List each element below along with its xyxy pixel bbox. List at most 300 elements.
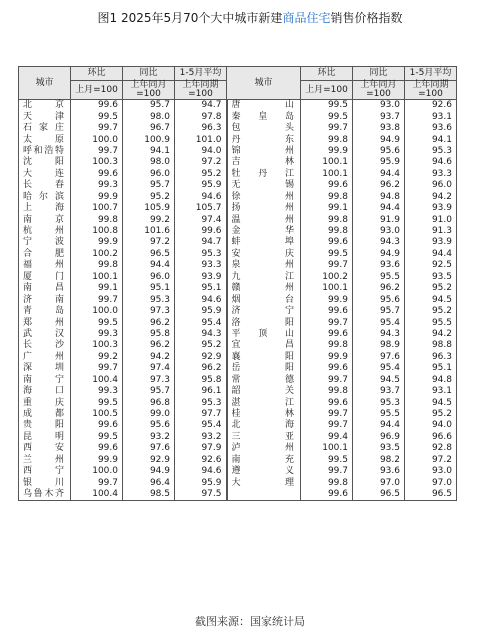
ytd-index-right: 93.1 bbox=[405, 111, 457, 122]
ytd-index-right: 94.2 bbox=[405, 329, 457, 340]
yoy-index-left: 98.5 bbox=[123, 489, 175, 501]
yoy-index-right: 94.4 bbox=[353, 420, 405, 431]
ytd-header-left: 1-5月平均 bbox=[175, 67, 227, 81]
ytd-index-left: 97.2 bbox=[175, 157, 227, 168]
table-row bbox=[19, 477, 457, 488]
yoy-index-left: 96.4 bbox=[123, 477, 175, 488]
ytd-index-left: 94.7 bbox=[175, 237, 227, 248]
table-row bbox=[19, 455, 457, 466]
ytd-index-left: 97.9 bbox=[175, 443, 227, 454]
yoy-index-right: 94.5 bbox=[353, 375, 405, 386]
yoy-index-left: 97.3 bbox=[123, 375, 175, 386]
yoy-index-left: 96.5 bbox=[123, 249, 175, 260]
city-name-left: 太 原 bbox=[19, 134, 71, 145]
mom-index-left: 99.8 bbox=[71, 214, 123, 225]
city-name-right: 洛 阳 bbox=[227, 317, 301, 328]
city-name-right: 三 亚 bbox=[227, 432, 301, 443]
table-row bbox=[19, 260, 457, 271]
mom-index-right: 99.8 bbox=[301, 226, 353, 237]
table-row bbox=[19, 294, 457, 305]
yoy-index-right: 94.4 bbox=[353, 169, 405, 180]
yoy-index-left: 98.0 bbox=[123, 157, 175, 168]
ytd-index-left: 92.9 bbox=[175, 352, 227, 363]
yoy-index-right: 94.9 bbox=[353, 249, 405, 260]
city-name-left: 青 岛 bbox=[19, 306, 71, 317]
city-name-left: 乌鲁木齐 bbox=[19, 489, 71, 501]
yoy-index-right: 93.7 bbox=[353, 111, 405, 122]
city-name-left: 昆 明 bbox=[19, 432, 71, 443]
title-suffix: 销售价格指数 bbox=[330, 11, 403, 25]
table-row bbox=[19, 352, 457, 363]
city-name-right: 无 锡 bbox=[227, 180, 301, 191]
mom-index-right: 99.6 bbox=[301, 329, 353, 340]
mom-index-left: 100.4 bbox=[71, 375, 123, 386]
mom-index-right: 99.1 bbox=[301, 203, 353, 214]
chart-title bbox=[0, 9, 500, 26]
ytd-header-right: 1-5月平均 bbox=[405, 67, 457, 81]
yoy-index-right: 93.0 bbox=[353, 100, 405, 112]
city-name-right: 徐 州 bbox=[227, 192, 301, 203]
title-highlight-link[interactable]: 商品住宅 bbox=[282, 11, 331, 25]
ytd-index-right: 94.5 bbox=[405, 294, 457, 305]
city-name-left: 呼和浩特 bbox=[19, 146, 71, 157]
mom-index-right: 99.6 bbox=[301, 489, 353, 501]
table-row bbox=[19, 340, 457, 351]
ytd-index-right: 96.0 bbox=[405, 180, 457, 191]
table-row bbox=[19, 466, 457, 477]
city-name-right: 北 海 bbox=[227, 420, 301, 431]
ytd-index-right: 96.6 bbox=[405, 432, 457, 443]
city-name-right: 唐 山 bbox=[227, 100, 301, 112]
table-row bbox=[19, 363, 457, 374]
ytd-index-left: 96.2 bbox=[175, 363, 227, 374]
ytd-index-left: 94.6 bbox=[175, 192, 227, 203]
mom-index-left: 100.8 bbox=[71, 226, 123, 237]
table-row bbox=[19, 317, 457, 328]
yoy-index-left: 94.1 bbox=[123, 146, 175, 157]
yoy-index-right: 95.3 bbox=[353, 397, 405, 408]
yoy-index-right: 98.2 bbox=[353, 455, 405, 466]
ytd-index-left: 94.0 bbox=[175, 146, 227, 157]
mom-index-left: 100.1 bbox=[71, 272, 123, 283]
ytd-subheader-right: 上年同期 =100 bbox=[405, 81, 457, 100]
ytd-index-left: 95.1 bbox=[175, 283, 227, 294]
table-row bbox=[19, 272, 457, 283]
city-name-right: 遵 义 bbox=[227, 466, 301, 477]
mom-index-right: 100.2 bbox=[301, 272, 353, 283]
city-name-left: 郑 州 bbox=[19, 317, 71, 328]
table-row bbox=[19, 134, 457, 145]
yoy-index-left: 96.7 bbox=[123, 123, 175, 134]
city-name-left: 海 口 bbox=[19, 386, 71, 397]
city-name-left: 杭 州 bbox=[19, 226, 71, 237]
mom-index-left: 99.1 bbox=[71, 283, 123, 294]
mom-index-left: 100.0 bbox=[71, 134, 123, 145]
city-name-left: 武 汉 bbox=[19, 329, 71, 340]
ytd-index-right: 93.9 bbox=[405, 203, 457, 214]
mom-index-left: 100.4 bbox=[71, 489, 123, 501]
city-name-left: 宁 波 bbox=[19, 237, 71, 248]
ytd-index-left: 93.3 bbox=[175, 260, 227, 271]
mom-index-left: 99.5 bbox=[71, 432, 123, 443]
ytd-index-left: 94.6 bbox=[175, 294, 227, 305]
ytd-index-right: 94.8 bbox=[405, 375, 457, 386]
table-row bbox=[19, 386, 457, 397]
city-name-right: 丹 东 bbox=[227, 134, 301, 145]
yoy-index-right: 97.0 bbox=[353, 477, 405, 488]
city-name-left: 深 圳 bbox=[19, 363, 71, 374]
yoy-index-left: 95.1 bbox=[123, 283, 175, 294]
yoy-index-left: 97.6 bbox=[123, 443, 175, 454]
yoy-index-left: 101.6 bbox=[123, 226, 175, 237]
yoy-index-left: 96.0 bbox=[123, 169, 175, 180]
ytd-index-left: 94.7 bbox=[175, 100, 227, 112]
yoy-index-right: 98.9 bbox=[353, 340, 405, 351]
table-row bbox=[19, 420, 457, 431]
ytd-index-left: 95.8 bbox=[175, 375, 227, 386]
yoy-index-left: 96.2 bbox=[123, 340, 175, 351]
city-name-left: 福 州 bbox=[19, 260, 71, 271]
city-name-right: 牡 丹 江 bbox=[227, 169, 301, 180]
city-name-right: 常 德 bbox=[227, 375, 301, 386]
mom-index-right: 99.7 bbox=[301, 260, 353, 271]
mom-index-left: 99.3 bbox=[71, 329, 123, 340]
table-row bbox=[19, 443, 457, 454]
mom-index-right: 100.1 bbox=[301, 283, 353, 294]
mom-index-left: 99.7 bbox=[71, 123, 123, 134]
mom-index-right: 99.6 bbox=[301, 180, 353, 191]
mom-index-right: 99.8 bbox=[301, 134, 353, 145]
table-row bbox=[19, 249, 457, 260]
yoy-index-right: 93.6 bbox=[353, 466, 405, 477]
yoy-index-right: 94.4 bbox=[353, 203, 405, 214]
ytd-index-left: 97.4 bbox=[175, 214, 227, 225]
ytd-index-right: 95.1 bbox=[405, 363, 457, 374]
ytd-index-left: 95.2 bbox=[175, 340, 227, 351]
mom-subheader-right: 上月=100 bbox=[301, 81, 353, 100]
ytd-index-left: 95.9 bbox=[175, 306, 227, 317]
yoy-index-right: 95.6 bbox=[353, 146, 405, 157]
mom-index-right: 99.9 bbox=[301, 352, 353, 363]
yoy-index-left: 93.2 bbox=[123, 432, 175, 443]
city-name-left: 长 沙 bbox=[19, 340, 71, 351]
city-name-left: 天 津 bbox=[19, 111, 71, 122]
mom-index-left: 99.3 bbox=[71, 180, 123, 191]
yoy-index-right: 95.5 bbox=[353, 272, 405, 283]
ytd-index-right: 92.6 bbox=[405, 100, 457, 112]
ytd-index-right: 93.6 bbox=[405, 123, 457, 134]
yoy-index-left: 94.2 bbox=[123, 352, 175, 363]
mom-index-right: 99.5 bbox=[301, 111, 353, 122]
yoy-index-right: 96.9 bbox=[353, 432, 405, 443]
mom-index-right: 100.1 bbox=[301, 443, 353, 454]
ytd-index-left: 95.3 bbox=[175, 249, 227, 260]
city-name-left: 兰 州 bbox=[19, 455, 71, 466]
mom-subheader-left: 上月=100 bbox=[71, 81, 123, 100]
title-prefix: 图1 2025年5月70个大中城市新建 bbox=[97, 11, 283, 25]
yoy-subheader-right: 上年同月 =100 bbox=[353, 81, 405, 100]
yoy-index-right: 93.8 bbox=[353, 123, 405, 134]
table-row bbox=[19, 226, 457, 237]
table-row bbox=[19, 180, 457, 191]
mom-index-left: 99.5 bbox=[71, 397, 123, 408]
ytd-index-left: 95.4 bbox=[175, 317, 227, 328]
yoy-index-left: 96.2 bbox=[123, 317, 175, 328]
city-name-left: 南 昌 bbox=[19, 283, 71, 294]
yoy-index-right: 94.9 bbox=[353, 134, 405, 145]
ytd-index-right: 97.0 bbox=[405, 477, 457, 488]
yoy-index-left: 95.7 bbox=[123, 386, 175, 397]
yoy-header-left: 同比 bbox=[123, 67, 175, 81]
mom-index-left: 100.5 bbox=[71, 409, 123, 420]
ytd-index-right: 94.5 bbox=[405, 397, 457, 408]
ytd-index-left: 95.2 bbox=[175, 169, 227, 180]
ytd-index-right: 92.8 bbox=[405, 443, 457, 454]
ytd-index-right: 92.5 bbox=[405, 260, 457, 271]
ytd-index-left: 93.9 bbox=[175, 272, 227, 283]
ytd-index-left: 95.3 bbox=[175, 397, 227, 408]
mom-index-right: 99.8 bbox=[301, 192, 353, 203]
ytd-index-right: 96.5 bbox=[405, 489, 457, 501]
city-name-right: 安 庆 bbox=[227, 249, 301, 260]
mom-index-left: 99.3 bbox=[71, 386, 123, 397]
table-row bbox=[19, 169, 457, 180]
mom-index-right: 99.5 bbox=[301, 249, 353, 260]
mom-index-right: 99.6 bbox=[301, 363, 353, 374]
yoy-subheader-left: 上年同月 =100 bbox=[123, 81, 175, 100]
mom-index-right: 99.7 bbox=[301, 466, 353, 477]
mom-index-right: 99.8 bbox=[301, 214, 353, 225]
ytd-index-left: 94.3 bbox=[175, 329, 227, 340]
yoy-index-right: 97.6 bbox=[353, 352, 405, 363]
city-name-left: 南 宁 bbox=[19, 375, 71, 386]
mom-index-left: 99.9 bbox=[71, 192, 123, 203]
city-name-right: 泉 州 bbox=[227, 260, 301, 271]
mom-index-left: 99.5 bbox=[71, 317, 123, 328]
ytd-index-right: 91.3 bbox=[405, 226, 457, 237]
ytd-index-right: 91.0 bbox=[405, 214, 457, 225]
yoy-index-right: 94.3 bbox=[353, 329, 405, 340]
mom-index-right: 99.5 bbox=[301, 100, 353, 112]
ytd-index-left: 95.9 bbox=[175, 180, 227, 191]
yoy-index-left: 96.8 bbox=[123, 397, 175, 408]
ytd-index-right: 94.0 bbox=[405, 420, 457, 431]
mom-index-right: 99.8 bbox=[301, 477, 353, 488]
city-name-right: 襄 阳 bbox=[227, 352, 301, 363]
mom-index-right: 99.6 bbox=[301, 237, 353, 248]
city-name-left: 北 京 bbox=[19, 100, 71, 112]
yoy-index-right: 95.7 bbox=[353, 306, 405, 317]
mom-index-left: 100.3 bbox=[71, 157, 123, 168]
ytd-index-right: 96.3 bbox=[405, 352, 457, 363]
ytd-index-right: 94.4 bbox=[405, 249, 457, 260]
yoy-index-left: 99.2 bbox=[123, 214, 175, 225]
city-name-right: 秦 皇 岛 bbox=[227, 111, 301, 122]
city-name-left: 济 南 bbox=[19, 294, 71, 305]
city-name-right: 扬 州 bbox=[227, 203, 301, 214]
city-name-left: 哈 尔 滨 bbox=[19, 192, 71, 203]
yoy-index-right: 95.5 bbox=[353, 409, 405, 420]
city-name-left: 上 海 bbox=[19, 203, 71, 214]
city-name-left: 重 庆 bbox=[19, 397, 71, 408]
yoy-index-left: 105.9 bbox=[123, 203, 175, 214]
ytd-index-left: 95.4 bbox=[175, 420, 227, 431]
ytd-index-left: 101.0 bbox=[175, 134, 227, 145]
city-name-left: 沈 阳 bbox=[19, 157, 71, 168]
yoy-index-left: 99.0 bbox=[123, 409, 175, 420]
city-name-left: 银 川 bbox=[19, 477, 71, 488]
mom-header-right: 环比 bbox=[301, 67, 353, 81]
mom-index-left: 100.7 bbox=[71, 203, 123, 214]
table-row bbox=[19, 157, 457, 168]
table-row bbox=[19, 123, 457, 134]
yoy-index-right: 94.3 bbox=[353, 237, 405, 248]
city-name-right: 宜 昌 bbox=[227, 340, 301, 351]
city-name-right: 锦 州 bbox=[227, 146, 301, 157]
mom-index-left: 99.9 bbox=[71, 237, 123, 248]
mom-index-right: 99.7 bbox=[301, 409, 353, 420]
yoy-index-left: 95.3 bbox=[123, 294, 175, 305]
city-name-left: 贵 阳 bbox=[19, 420, 71, 431]
ytd-index-left: 105.7 bbox=[175, 203, 227, 214]
ytd-index-left: 93.2 bbox=[175, 432, 227, 443]
city-name-right: 大 理 bbox=[227, 477, 301, 488]
ytd-index-right: 93.3 bbox=[405, 169, 457, 180]
city-column-header-left: 城市 bbox=[19, 67, 71, 100]
yoy-index-left: 92.9 bbox=[123, 455, 175, 466]
mom-index-right: 99.8 bbox=[301, 340, 353, 351]
yoy-index-left: 97.3 bbox=[123, 306, 175, 317]
ytd-index-right: 97.2 bbox=[405, 455, 457, 466]
mom-index-right: 99.4 bbox=[301, 432, 353, 443]
mom-index-left: 100.0 bbox=[71, 306, 123, 317]
city-name-left: 西 安 bbox=[19, 443, 71, 454]
city-name-left: 合 肥 bbox=[19, 249, 71, 260]
ytd-index-right: 94.2 bbox=[405, 192, 457, 203]
city-name-left: 成 都 bbox=[19, 409, 71, 420]
mom-index-left: 99.6 bbox=[71, 420, 123, 431]
table-row bbox=[19, 329, 457, 340]
mom-index-right: 99.5 bbox=[301, 455, 353, 466]
city-name-left: 大 连 bbox=[19, 169, 71, 180]
table-row bbox=[19, 146, 457, 157]
table-row bbox=[19, 409, 457, 420]
price-index-table bbox=[18, 66, 457, 501]
ytd-index-right: 93.5 bbox=[405, 272, 457, 283]
mom-index-right: 100.1 bbox=[301, 157, 353, 168]
mom-index-left: 100.0 bbox=[71, 466, 123, 477]
yoy-index-left: 95.2 bbox=[123, 192, 175, 203]
table-row bbox=[19, 192, 457, 203]
city-name-right: 泸 州 bbox=[227, 443, 301, 454]
table-row bbox=[19, 111, 457, 122]
yoy-index-right: 94.8 bbox=[353, 192, 405, 203]
ytd-index-left: 96.3 bbox=[175, 123, 227, 134]
mom-index-right: 99.7 bbox=[301, 123, 353, 134]
city-name-right: 岳 阳 bbox=[227, 363, 301, 374]
city-name-right: 蚌 埠 bbox=[227, 237, 301, 248]
yoy-index-right: 93.6 bbox=[353, 260, 405, 271]
yoy-index-right: 95.9 bbox=[353, 157, 405, 168]
ytd-index-right: 95.5 bbox=[405, 317, 457, 328]
city-name-right: 烟 台 bbox=[227, 294, 301, 305]
city-name-left: 石 家 庄 bbox=[19, 123, 71, 134]
ytd-index-left: 97.7 bbox=[175, 409, 227, 420]
ytd-index-right: 93.1 bbox=[405, 386, 457, 397]
mom-index-right: 100.1 bbox=[301, 169, 353, 180]
table-row bbox=[19, 100, 457, 112]
ytd-index-right: 98.8 bbox=[405, 340, 457, 351]
yoy-index-left: 96.0 bbox=[123, 272, 175, 283]
ytd-index-right: 95.2 bbox=[405, 283, 457, 294]
yoy-index-right: 93.5 bbox=[353, 443, 405, 454]
mom-index-left: 99.6 bbox=[71, 169, 123, 180]
mom-index-left: 99.7 bbox=[71, 146, 123, 157]
ytd-index-left: 94.6 bbox=[175, 466, 227, 477]
ytd-index-left: 97.8 bbox=[175, 111, 227, 122]
mom-index-left: 99.9 bbox=[71, 455, 123, 466]
image-source-caption: 截图来源：国家统计局 bbox=[195, 615, 305, 628]
ytd-index-left: 95.9 bbox=[175, 477, 227, 488]
yoy-index-left: 97.2 bbox=[123, 237, 175, 248]
city-name-right: 南 充 bbox=[227, 455, 301, 466]
mom-index-right: 99.7 bbox=[301, 420, 353, 431]
city-name-right: 包 头 bbox=[227, 123, 301, 134]
yoy-index-left: 97.4 bbox=[123, 363, 175, 374]
city-column-header-right: 城市 bbox=[227, 67, 301, 100]
yoy-index-right: 96.2 bbox=[353, 180, 405, 191]
yoy-index-right: 96.5 bbox=[353, 489, 405, 501]
yoy-header-right: 同比 bbox=[353, 67, 405, 81]
yoy-index-left: 94.9 bbox=[123, 466, 175, 477]
table-body bbox=[19, 100, 457, 501]
mom-index-right: 99.8 bbox=[301, 386, 353, 397]
city-name-right: 九 江 bbox=[227, 272, 301, 283]
yoy-index-right: 93.7 bbox=[353, 386, 405, 397]
mom-index-right: 99.7 bbox=[301, 317, 353, 328]
city-name-right: 温 州 bbox=[227, 214, 301, 225]
mom-index-right: 99.6 bbox=[301, 397, 353, 408]
ytd-index-left: 96.1 bbox=[175, 386, 227, 397]
mom-index-left: 99.5 bbox=[71, 111, 123, 122]
mom-header-left: 环比 bbox=[71, 67, 123, 81]
mom-index-left: 100.2 bbox=[71, 249, 123, 260]
yoy-index-left: 94.4 bbox=[123, 260, 175, 271]
table-row bbox=[19, 375, 457, 386]
city-name-right: 济 宁 bbox=[227, 306, 301, 317]
ytd-index-left: 97.5 bbox=[175, 489, 227, 501]
yoy-index-right: 95.6 bbox=[353, 294, 405, 305]
table-row bbox=[19, 237, 457, 248]
city-name-left: 广 州 bbox=[19, 352, 71, 363]
yoy-index-right: 93.0 bbox=[353, 226, 405, 237]
yoy-index-left: 95.7 bbox=[123, 100, 175, 112]
yoy-index-right: 96.2 bbox=[353, 283, 405, 294]
yoy-index-right: 95.4 bbox=[353, 317, 405, 328]
mom-index-left: 99.7 bbox=[71, 294, 123, 305]
yoy-index-right: 95.4 bbox=[353, 363, 405, 374]
table-row bbox=[19, 432, 457, 443]
ytd-index-left: 92.6 bbox=[175, 455, 227, 466]
mom-index-left: 99.6 bbox=[71, 443, 123, 454]
mom-index-left: 99.2 bbox=[71, 352, 123, 363]
table-row bbox=[19, 397, 457, 408]
mom-index-left: 99.6 bbox=[71, 100, 123, 112]
yoy-index-left: 95.6 bbox=[123, 420, 175, 431]
city-name-left: 西 宁 bbox=[19, 466, 71, 477]
ytd-index-right: 95.3 bbox=[405, 146, 457, 157]
table-row bbox=[19, 489, 457, 501]
